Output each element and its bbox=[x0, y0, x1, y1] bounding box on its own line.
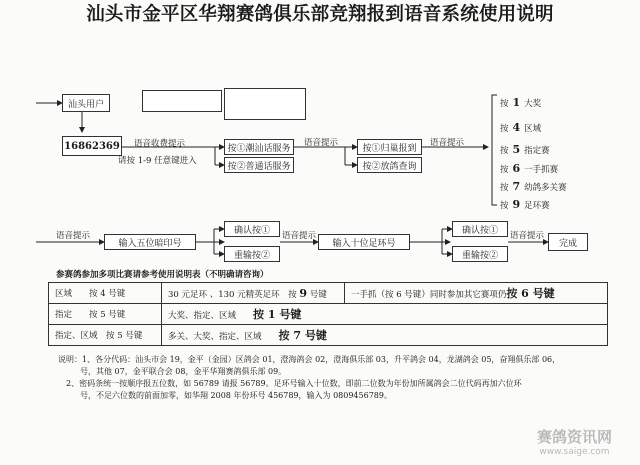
legend-cell: 一手抓（按 6 号键）同时参加其它赛项仍按 6 号键 bbox=[345, 283, 608, 304]
note-line-4: 号，不足六位数的前面加零，如华翔 2008 年份环号 456789，输入为 0809456789。 bbox=[80, 391, 392, 400]
prompt-voice-1: 语音提示 bbox=[304, 138, 339, 148]
prompt-voice-2: 语音提示 bbox=[430, 138, 465, 148]
watermark-url: www.saige.com bbox=[539, 447, 610, 457]
watermark-name: 赛鸽资讯网 bbox=[536, 428, 612, 446]
prompt-fee-sub: 请按 1-9 任意键进入 bbox=[118, 156, 197, 166]
note-line-1: 说明：1、各分代码：汕头市会 19，金平（金园）区鸽会 01，澄海鸽会 02，澄海俱乐部 03，升平鸽会 04，龙湖鸽会 05，奋翔俱乐部 06， bbox=[58, 355, 561, 364]
confirm-1-box: 确认按① bbox=[224, 221, 280, 237]
option-item-6: 按 6 一手抓赛 bbox=[500, 162, 559, 175]
option-item-9: 按 9 足环赛 bbox=[500, 198, 550, 211]
option-item-7: 按 7 幼鸽多关赛 bbox=[500, 180, 567, 193]
note-line-2: 号，其他 07，金平联合会 08，金平华翔赛鸽俱乐部 09。 bbox=[80, 367, 287, 376]
legend-cell: 大奖、指定、区域 按 1 号键 bbox=[162, 304, 608, 325]
service-2-box: 按②普通话服务 bbox=[224, 157, 294, 173]
legend-cell: 区域 按 4 号键 bbox=[49, 283, 162, 304]
option-item-4: 按 4 区域 bbox=[500, 121, 542, 134]
action-2-box: 按②放鸽查询 bbox=[357, 157, 422, 173]
legend-table bbox=[48, 282, 608, 346]
legend-cell: 指定、区域 按 5 号键 bbox=[49, 325, 162, 346]
table-row bbox=[49, 304, 608, 325]
table-row bbox=[49, 283, 608, 304]
prompt-voice-b: 语音提示 bbox=[282, 231, 317, 241]
blank-box-1 bbox=[142, 90, 222, 112]
blank-box-2 bbox=[224, 88, 306, 120]
redo-2-box: 重输按② bbox=[452, 246, 508, 262]
legend-cell: 指定 按 5 号键 bbox=[49, 304, 162, 325]
user-box: 汕头用户 bbox=[62, 94, 110, 112]
input-ring-box: 输入十位足环号 bbox=[318, 234, 410, 250]
phone-number-box: 16862369 bbox=[62, 136, 122, 156]
legend-cell: 30 元足环 、130 元精英足环 按 9 号键 bbox=[162, 283, 345, 304]
service-1-box: 按①潮汕话服务 bbox=[224, 139, 294, 155]
legend-cell: 多关、大奖、指定、区域 按 7 号键 bbox=[162, 325, 608, 346]
note-line-3: 2、密码条统一按顺序报五位数，如 56789 请报 56789。足环号输入十位数，即前二位数为年份加所属鸽会二位代码再加六位环 bbox=[66, 379, 522, 388]
prompt-voice-c: 语音提示 bbox=[510, 231, 545, 241]
option-item-1: 按 1 大奖 bbox=[500, 96, 542, 109]
option-item-5: 按 5 指定赛 bbox=[500, 143, 550, 156]
confirm-2-box: 确认按① bbox=[452, 221, 508, 237]
redo-1-box: 重输按② bbox=[224, 246, 280, 262]
action-1-box: 按①归巢报到 bbox=[357, 139, 422, 155]
done-box: 完成 bbox=[548, 233, 588, 251]
prompt-voice-a: 语音提示 bbox=[56, 231, 91, 241]
prompt-fee: 语音收费提示 bbox=[134, 139, 186, 149]
legend-caption: 参赛鸽参加多项比赛请参考使用说明表（不明确请咨询） bbox=[56, 270, 269, 280]
page-title: 汕头市金平区华翔赛鸽俱乐部竞翔报到语音系统使用说明 bbox=[86, 4, 554, 25]
table-row bbox=[49, 325, 608, 346]
input-code-box: 输入五位暗印号 bbox=[104, 234, 196, 250]
watermark bbox=[537, 426, 612, 457]
